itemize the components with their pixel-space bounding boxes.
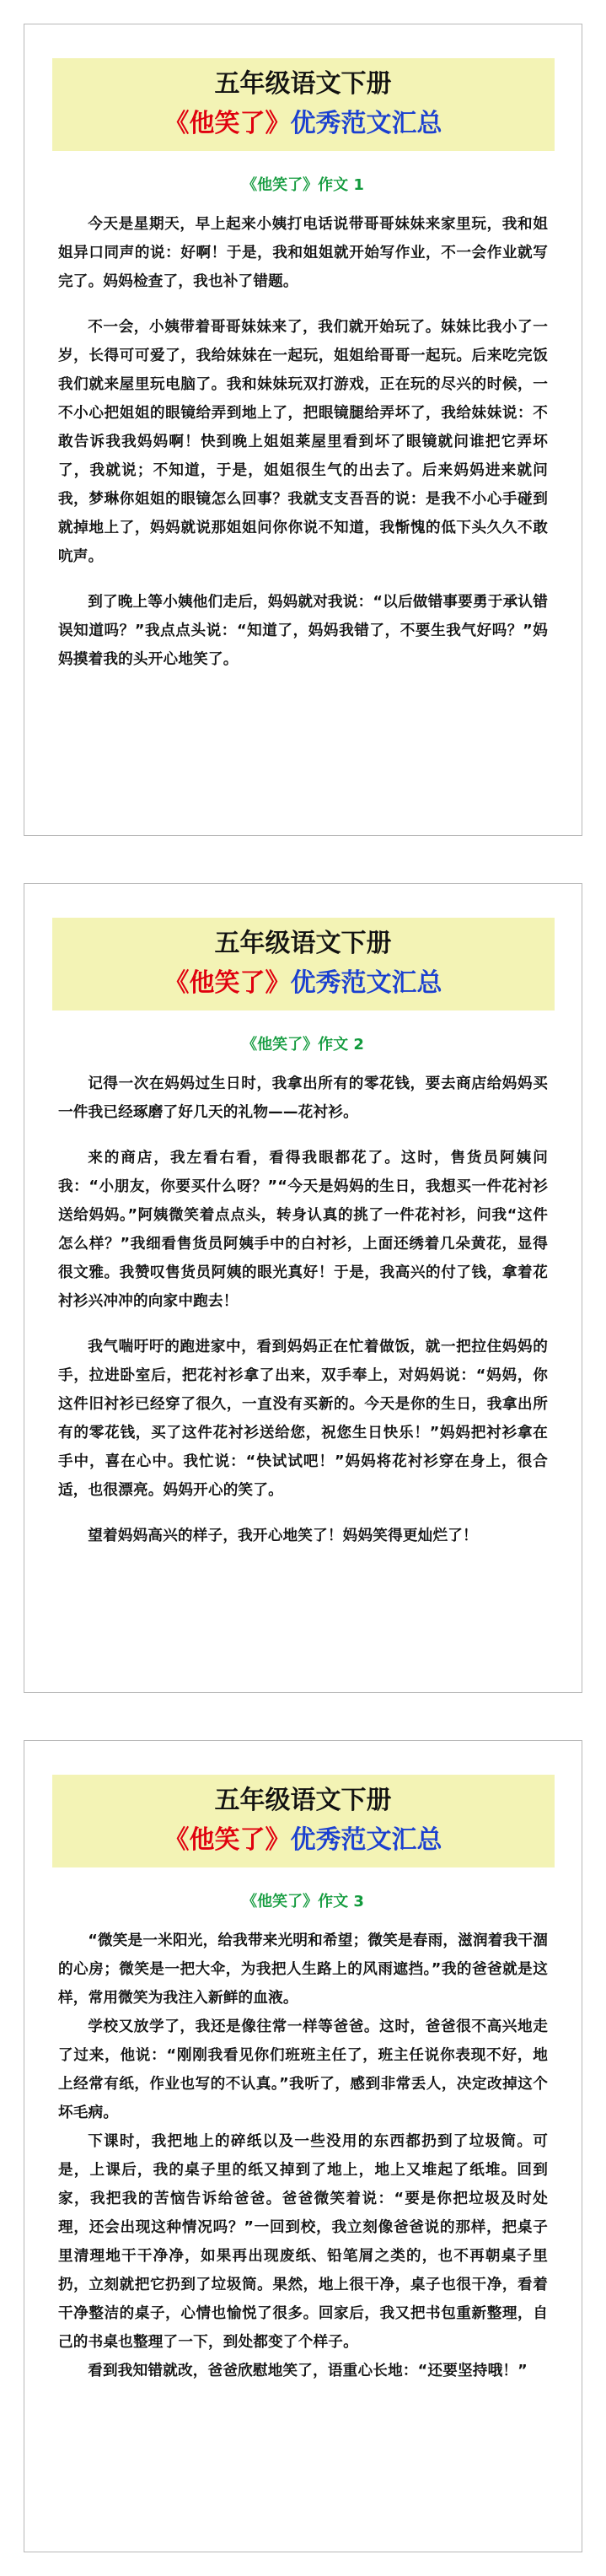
essay-paragraph: 我气喘吁吁的跑进家中，看到妈妈正在忙着做饭，就一把拉住妈妈的手，拉进卧室后，把花衬衫拿了出来，双手奉上，对妈妈说：“妈妈，你这件旧衬衫已经穿了很久，一直没有买新的。今天是你的生日，我拿出所有的零花钱，买了这件花衬衫送给您，祝您生日快乐！”妈妈把衬衫拿在手中，喜在心中。我忙说：“快试试吧！”妈妈将花衬衫穿在身上，很合适，也很漂亮。妈妈开心的笑了。 — [58, 1339, 548, 1499]
essay-paragraph: 记得一次在妈妈过生日时，我拿出所有的零花钱，要去商店给妈妈买一件我已经琢磨了好几天的礼物——花衬衫。 — [58, 1075, 548, 1121]
essay-body — [24, 210, 582, 674]
collection-title — [52, 104, 555, 144]
essay-subtitle: 《他笑了》作文 1 — [242, 176, 364, 194]
title-banner — [52, 918, 555, 1010]
collection-title — [52, 1820, 555, 1861]
essay-paragraph: 下课时，我把地上的碎纸以及一些没用的东西都扔到了垃圾筒。可是，上课后，我的桌子里的纸又掉到了地上，地上又堆起了纸堆。回到家，我把我的苦恼告诉给爸爸。爸爸微笑着说：“要是你把垃圾及时处理，还会出现这种情况吗？”一回到校，我立刻像爸爸说的那样，把桌子里清理地干干净净，如果再出现废纸、铅笔屑之类的，也不再朝桌子里扔，立刻就把它扔到了垃圾筒。果然，地上很干净，桌子也很干净，看着干净整洁的桌子，心情也愉悦了很多。回家后，我又把书包重新整理，自己的书桌也整理了一下，到处都变了个样子。 — [58, 2133, 548, 2351]
essay-title-red: 《他笑了》 — [164, 1825, 291, 1855]
essay-body — [24, 1927, 582, 2385]
essay-paragraph: “微笑是一米阳光，给我带来光明和希望；微笑是春雨，滋润着我干涸的心房；微笑是一把大伞，为我把人生路上的风雨遮挡。”我的爸爸就是这样，常用微笑为我注入新鲜的血液。 — [58, 1932, 548, 2007]
collection-title-blue: 优秀范文汇总 — [290, 968, 442, 998]
title-banner — [52, 58, 555, 151]
essay-card-1 — [24, 24, 582, 836]
collection-title-blue: 优秀范文汇总 — [290, 1825, 442, 1855]
essay-paragraph: 不一会，小姨带着哥哥妹妹来了，我们就开始玩了。妹妹比我小了一岁，长得可可爱了，我给妹妹在一起玩，姐姐给哥哥一起玩。后来吃完饭我们就来屋里玩电脑了。我和妹妹玩双打游戏，正在玩的尽兴的时候，一不小心把姐姐的眼镜给弄到地上了，把眼镜腿给弄坏了，我给妹妹说：不敢告诉我我妈妈啊！快到晚上姐姐莱屋里看到坏了眼镜就问谁把它弄坏了，我就说；不知道，于是，姐姐很生气的出去了。后来妈妈进来就问我，梦琳你姐姐的眼镜怎么回事？我就支支吾吾的说：是我不小心手碰到就掉地上了，妈妈就说那姐姐问你你说不知道，我惭愧的低下头久久不敢吭声。 — [58, 319, 548, 565]
collection-title-blue: 优秀范文汇总 — [290, 109, 442, 138]
essay-body — [24, 1070, 582, 1550]
essay-title-red: 《他笑了》 — [164, 968, 291, 998]
essay-paragraph: 学校又放学了，我还是像往常一样等爸爸。这时，爸爸很不高兴地走了过来，他说：“刚刚我看见你们班班主任了，班主任说你表现不好，地上经常有纸，作业也写的不认真。”我听了，感到非常丢人，决定改掉这个坏毛病。 — [58, 2018, 548, 2121]
grade-heading: 五年级语文下册 — [214, 1786, 392, 1815]
title-banner — [52, 1775, 555, 1867]
essay-subtitle: 《他笑了》作文 2 — [242, 1036, 364, 1054]
essay-paragraph: 望着妈妈高兴的样子，我开心地笑了！妈妈笑得更灿烂了！ — [88, 1528, 478, 1544]
essay-paragraph: 今天是星期天，早上起来小姨打电话说带哥哥妹妹来家里玩，我和姐姐异口同声的说：好啊！于是，我和姐姐就开始写作业，不一会作业就写完了。妈妈检查了，我也补了错题。 — [58, 216, 548, 290]
collection-title — [52, 963, 555, 1004]
grade-heading: 五年级语文下册 — [214, 929, 392, 958]
essay-subtitle: 《他笑了》作文 3 — [242, 1893, 364, 1910]
essay-paragraph: 到了晚上等小姨他们走后，妈妈就对我说：“以后做错事要勇于承认错误知道吗？”我点点头说：“知道了，妈妈我错了，不要生我气好吗？”妈妈摸着我的头开心地笑了。 — [58, 594, 548, 668]
essay-paragraph: 看到我知错就改，爸爸欣慰地笑了，语重心长地：“还要坚持哦！” — [88, 2363, 528, 2379]
essay-paragraph: 来的商店，我左看右看，看得我眼都花了。这时，售货员阿姨问我：“小朋友，你要买什么呀？”“今天是妈妈的生日，我想买一件花衬衫送给妈妈。”阿姨微笑着点点头，转身认真的挑了一件花衬衫，问我“这件怎么样？”我细看售货员阿姨手中的白衬衫，上面还绣着几朵黄花，显得很文雅。我赞叹售货员阿姨的眼光真好！于是，我高兴的付了钱，拿着花衬衫兴冲冲的向家中跑去！ — [58, 1150, 548, 1310]
essay-title-red: 《他笑了》 — [164, 109, 291, 138]
essay-card-2 — [24, 883, 582, 1693]
essay-card-3 — [24, 1740, 582, 2552]
grade-heading: 五年级语文下册 — [214, 69, 392, 99]
